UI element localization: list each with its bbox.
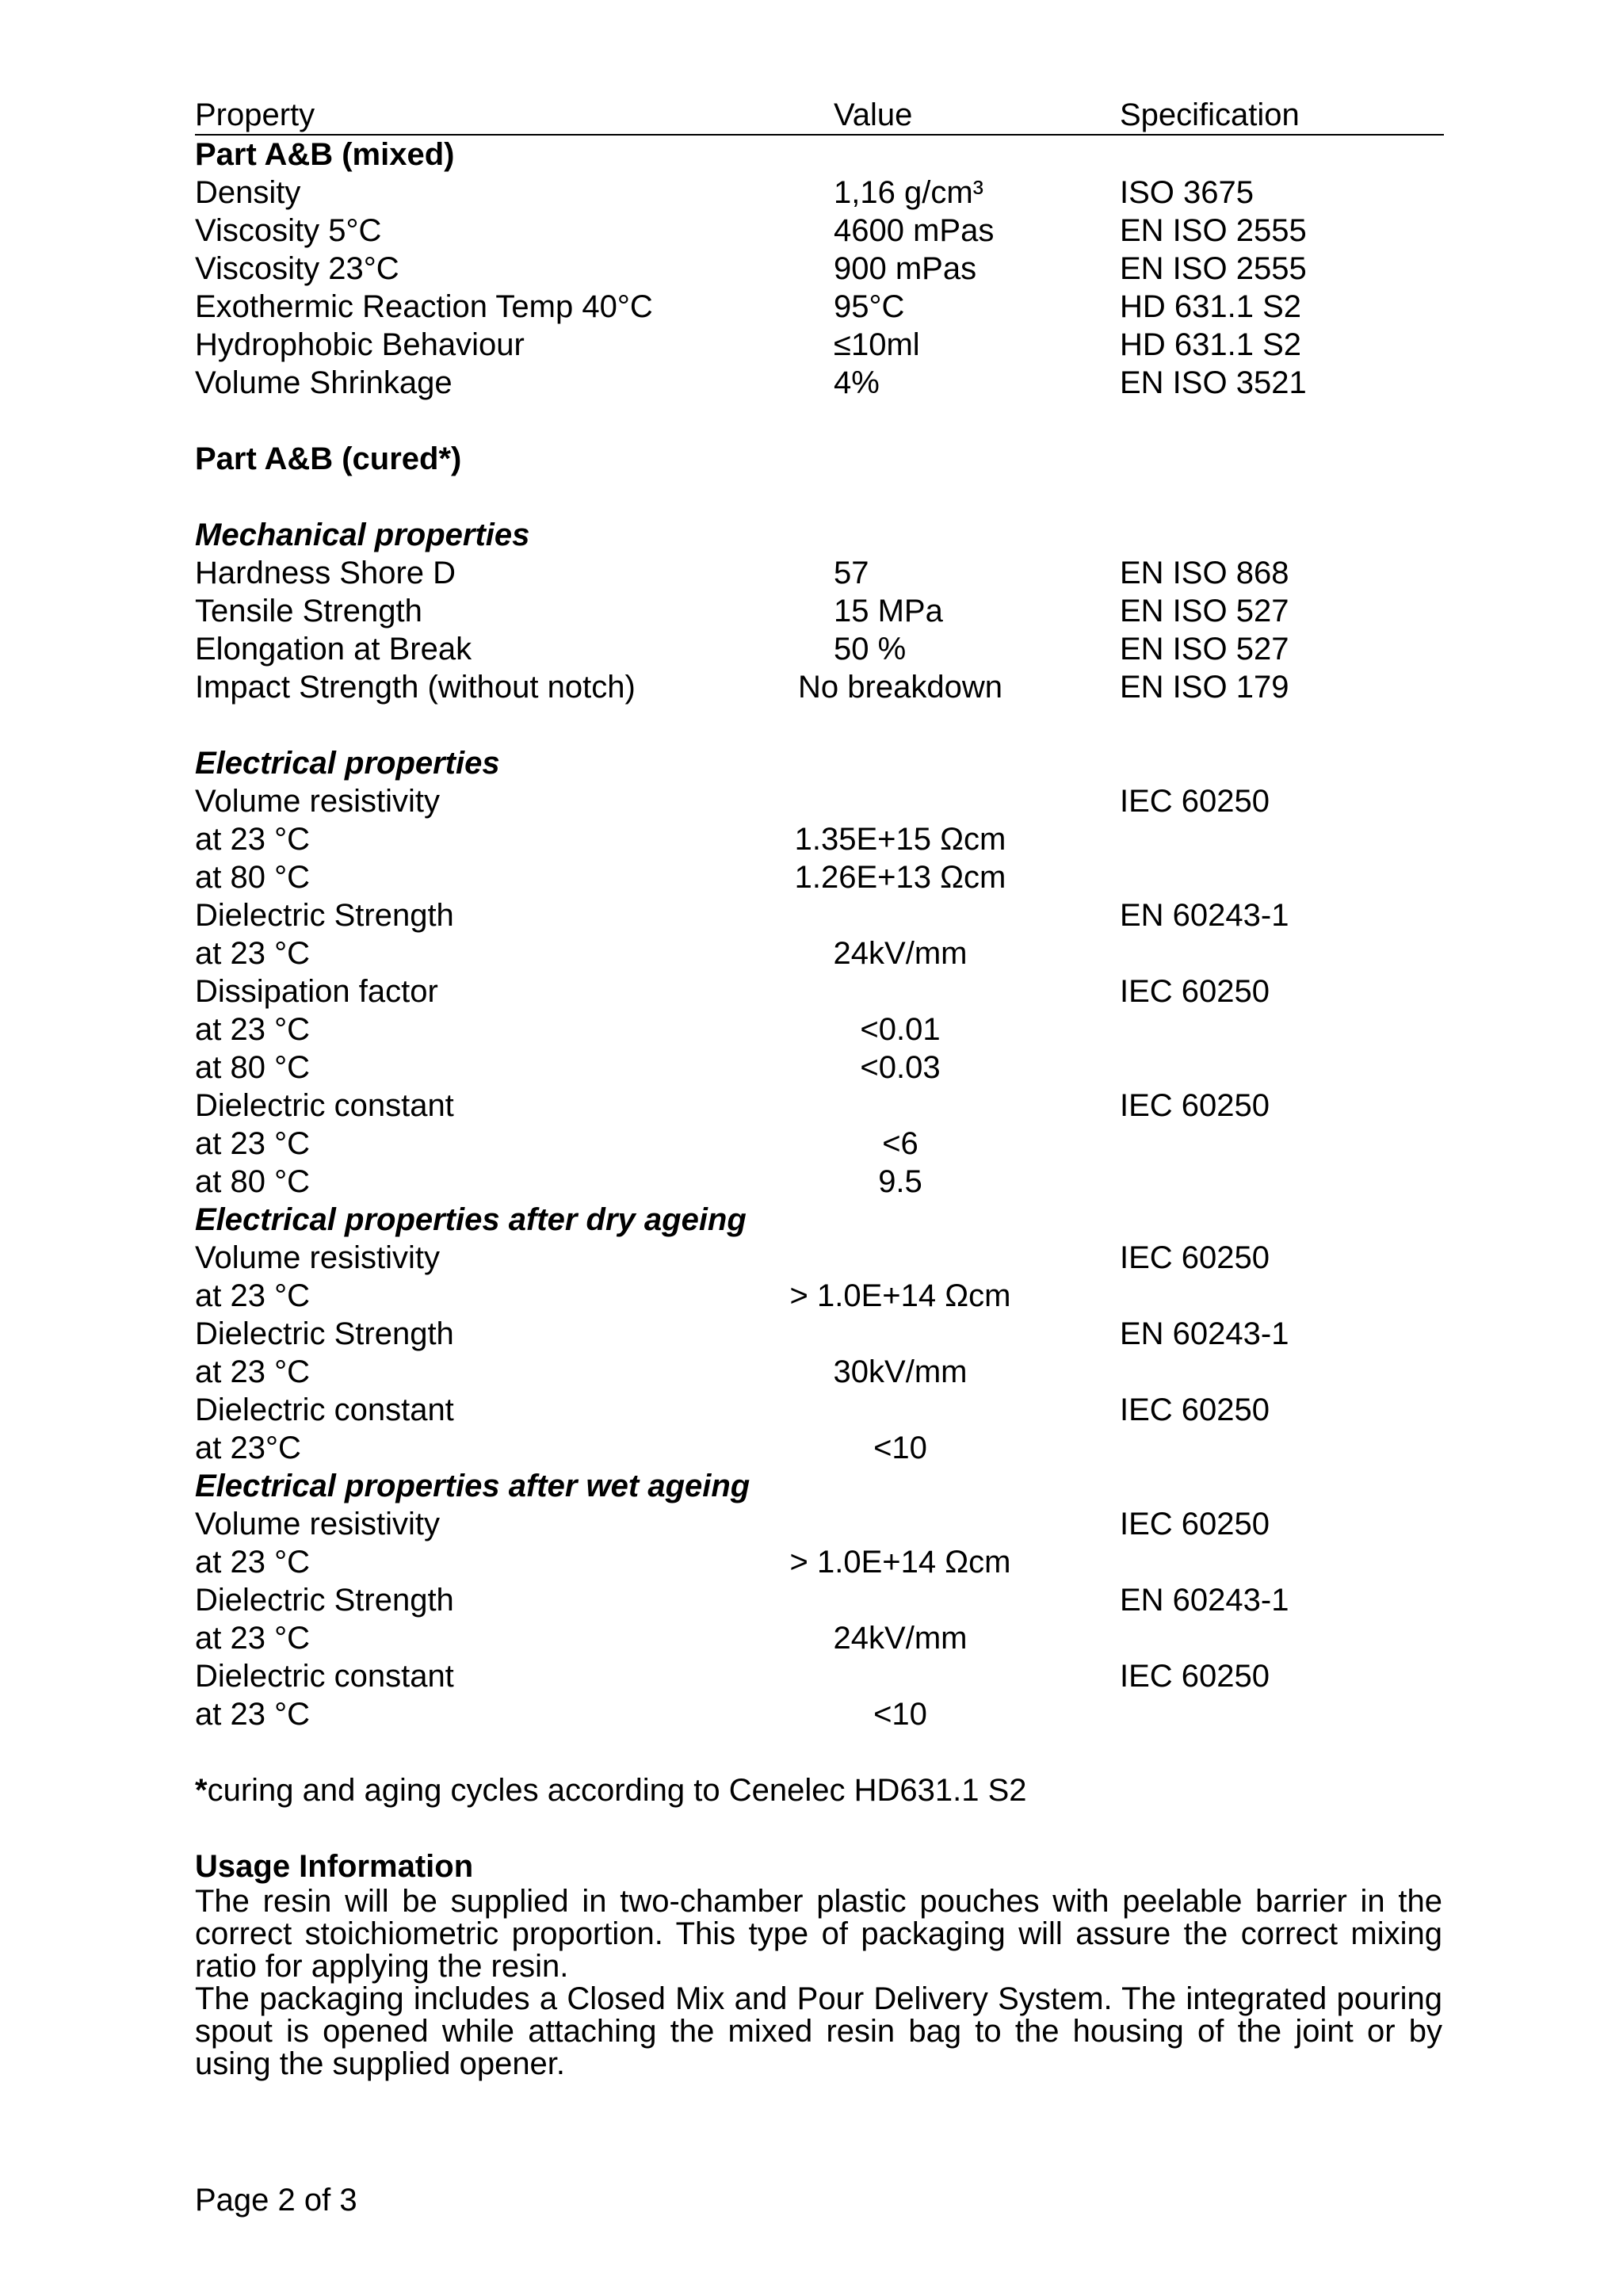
property-cell: at 23 °C [195,1621,310,1656]
property-cell: Exothermic Reaction Temp 40°C [195,289,653,324]
table-row [195,1010,1444,1049]
value-cell: 1.35E+15 Ωcm [794,822,1006,857]
specification-cell: EN ISO 2555 [1120,213,1307,248]
specification-cell: IEC 60250 [1120,1392,1270,1427]
specification-cell: IEC 60250 [1120,784,1270,819]
table-row [195,820,1444,858]
property-cell: at 23 °C [195,822,310,857]
property-cell: Impact Strength (without notch) [195,670,636,705]
section-dry-title: Electrical properties after dry ageing [195,1202,747,1237]
table-row [195,326,1444,364]
table-row [195,554,1444,592]
value-cell: 15 MPa [834,594,943,628]
usage-paragraph-1: The resin will be supplied in two-chamber plastic pouches with peelable barrier in the correct stoichiometric proportion. This type of packaging will assure the correct mixing ratio for applying the resin. [195,1884,1442,1984]
property-cell: at 23 °C [195,1278,310,1313]
value-cell: 1.26E+13 Ωcm [794,860,1006,895]
table-row [195,1619,1444,1657]
property-cell: Volume resistivity [195,1240,440,1275]
value-cell: 900 mPas [834,251,977,286]
table-row [195,592,1444,630]
usage-paragraph-2: The packaging includes a Closed Mix and Pour Delivery System. The integrated pouring spout is opened while attaching the mixed resin bag to the housing of the joint or by using the supplied opener. [195,1981,1442,2081]
table-row [195,174,1444,212]
table-row [195,1391,1444,1429]
specification-cell: EN ISO 527 [1120,632,1289,667]
specification-cell: EN ISO 868 [1120,556,1289,590]
usage-title: Usage Information [195,1849,474,1884]
value-cell: 24kV/mm [833,1621,968,1656]
table-row [195,288,1444,326]
property-cell: Volume Shrinkage [195,365,453,400]
dry-rows [195,1239,1444,1467]
table-row [195,668,1444,706]
property-cell: at 80 °C [195,860,310,895]
table-row [195,630,1444,668]
value-cell: <6 [882,1126,918,1161]
table-row [195,1087,1444,1125]
value-cell: 95°C [834,289,905,324]
property-cell: at 23 °C [195,1354,310,1389]
value-cell: 30kV/mm [833,1354,968,1389]
property-cell: Dielectric Strength [195,898,454,933]
table-row [195,896,1444,934]
table-row [195,1163,1444,1201]
page-number: Page 2 of 3 [195,2183,357,2218]
specification-cell: EN ISO 2555 [1120,251,1307,286]
property-cell: Dielectric constant [195,1088,454,1123]
table-row [195,1315,1444,1353]
value-cell: <0.01 [860,1012,941,1047]
property-cell: Elongation at Break [195,632,472,667]
table-header [195,96,1444,136]
section-mixed-title: Part A&B (mixed) [195,137,455,172]
value-cell: 4600 mPas [834,213,995,248]
value-cell: 9.5 [878,1164,922,1199]
section-electrical-title: Electrical properties [195,746,500,781]
value-cell: No breakdown [798,670,1002,705]
mixed-rows [195,174,1444,402]
property-cell: at 80 °C [195,1164,310,1199]
property-cell: at 23 °C [195,1697,310,1732]
property-cell: Dielectric Strength [195,1316,454,1351]
header-specification: Specification [1120,97,1300,132]
specification-cell: IEC 60250 [1120,974,1270,1009]
property-cell: Dielectric Strength [195,1583,454,1618]
value-cell: 24kV/mm [833,936,968,971]
specification-cell: EN ISO 527 [1120,594,1289,628]
specification-cell: HD 631.1 S2 [1120,289,1302,324]
table-row [195,1277,1444,1315]
table-row [195,1049,1444,1087]
property-cell: at 23 °C [195,936,310,971]
specification-cell: HD 631.1 S2 [1120,327,1302,362]
table-row [195,1239,1444,1277]
value-cell: 4% [834,365,880,400]
property-cell: at 23°C [195,1431,301,1465]
table-row [195,1505,1444,1543]
property-cell: at 80 °C [195,1050,310,1085]
specification-cell: EN 60243-1 [1120,1316,1289,1351]
property-cell: at 23 °C [195,1012,310,1047]
property-cell: Hardness Shore D [195,556,456,590]
table-row [195,1429,1444,1467]
property-cell: Volume resistivity [195,1507,440,1541]
electrical-rows [195,782,1444,1201]
section-cured-title: Part A&B (cured*) [195,441,462,476]
specification-cell: EN 60243-1 [1120,1583,1289,1618]
property-cell: Volume resistivity [195,784,440,819]
specification-cell: IEC 60250 [1120,1507,1270,1541]
value-cell: > 1.0E+14 Ωcm [789,1545,1011,1580]
specification-cell: IEC 60250 [1120,1088,1270,1123]
value-cell: 50 % [834,632,907,667]
table-row [195,1695,1444,1733]
property-cell: Dielectric constant [195,1659,454,1694]
property-cell: Viscosity 23°C [195,251,399,286]
value-cell: <10 [873,1431,927,1465]
value-cell: ≤10ml [834,327,920,362]
specification-cell: EN ISO 179 [1120,670,1289,705]
table-row [195,1581,1444,1619]
property-cell: Viscosity 5°C [195,213,382,248]
value-cell: <10 [873,1697,927,1732]
table-row [195,212,1444,250]
value-cell: <0.03 [860,1050,941,1085]
specification-cell: EN 60243-1 [1120,898,1289,933]
header-value: Value [834,97,913,132]
table-row [195,1657,1444,1695]
table-row [195,782,1444,820]
property-cell: Dielectric constant [195,1392,454,1427]
table-row [195,858,1444,896]
property-cell: at 23 °C [195,1545,310,1580]
table-row [195,1125,1444,1163]
header-property: Property [195,97,315,132]
datasheet [195,96,1444,2080]
property-cell: Density [195,175,301,210]
section-wet-title: Electrical properties after wet ageing [195,1469,750,1503]
table-row [195,250,1444,288]
property-cell: Hydrophobic Behaviour [195,327,525,362]
table-row [195,1543,1444,1581]
value-cell: > 1.0E+14 Ωcm [789,1278,1011,1313]
specification-cell: IEC 60250 [1120,1240,1270,1275]
table-row [195,972,1444,1010]
section-mechanical-title: Mechanical properties [195,518,530,552]
mechanical-rows [195,554,1444,706]
specification-cell: ISO 3675 [1120,175,1254,210]
specification-cell: IEC 60250 [1120,1659,1270,1694]
table-row [195,1353,1444,1391]
footnote: *curing and aging cycles according to Cenelec HD631.1 S2 [195,1773,1027,1808]
table-row [195,934,1444,972]
specification-cell: EN ISO 3521 [1120,365,1307,400]
property-cell: Dissipation factor [195,974,438,1009]
table-row [195,364,1444,402]
value-cell: 57 [834,556,869,590]
wet-rows [195,1505,1444,1733]
property-cell: Tensile Strength [195,594,422,628]
value-cell: 1,16 g/cm³ [834,175,983,210]
property-cell: at 23 °C [195,1126,310,1161]
